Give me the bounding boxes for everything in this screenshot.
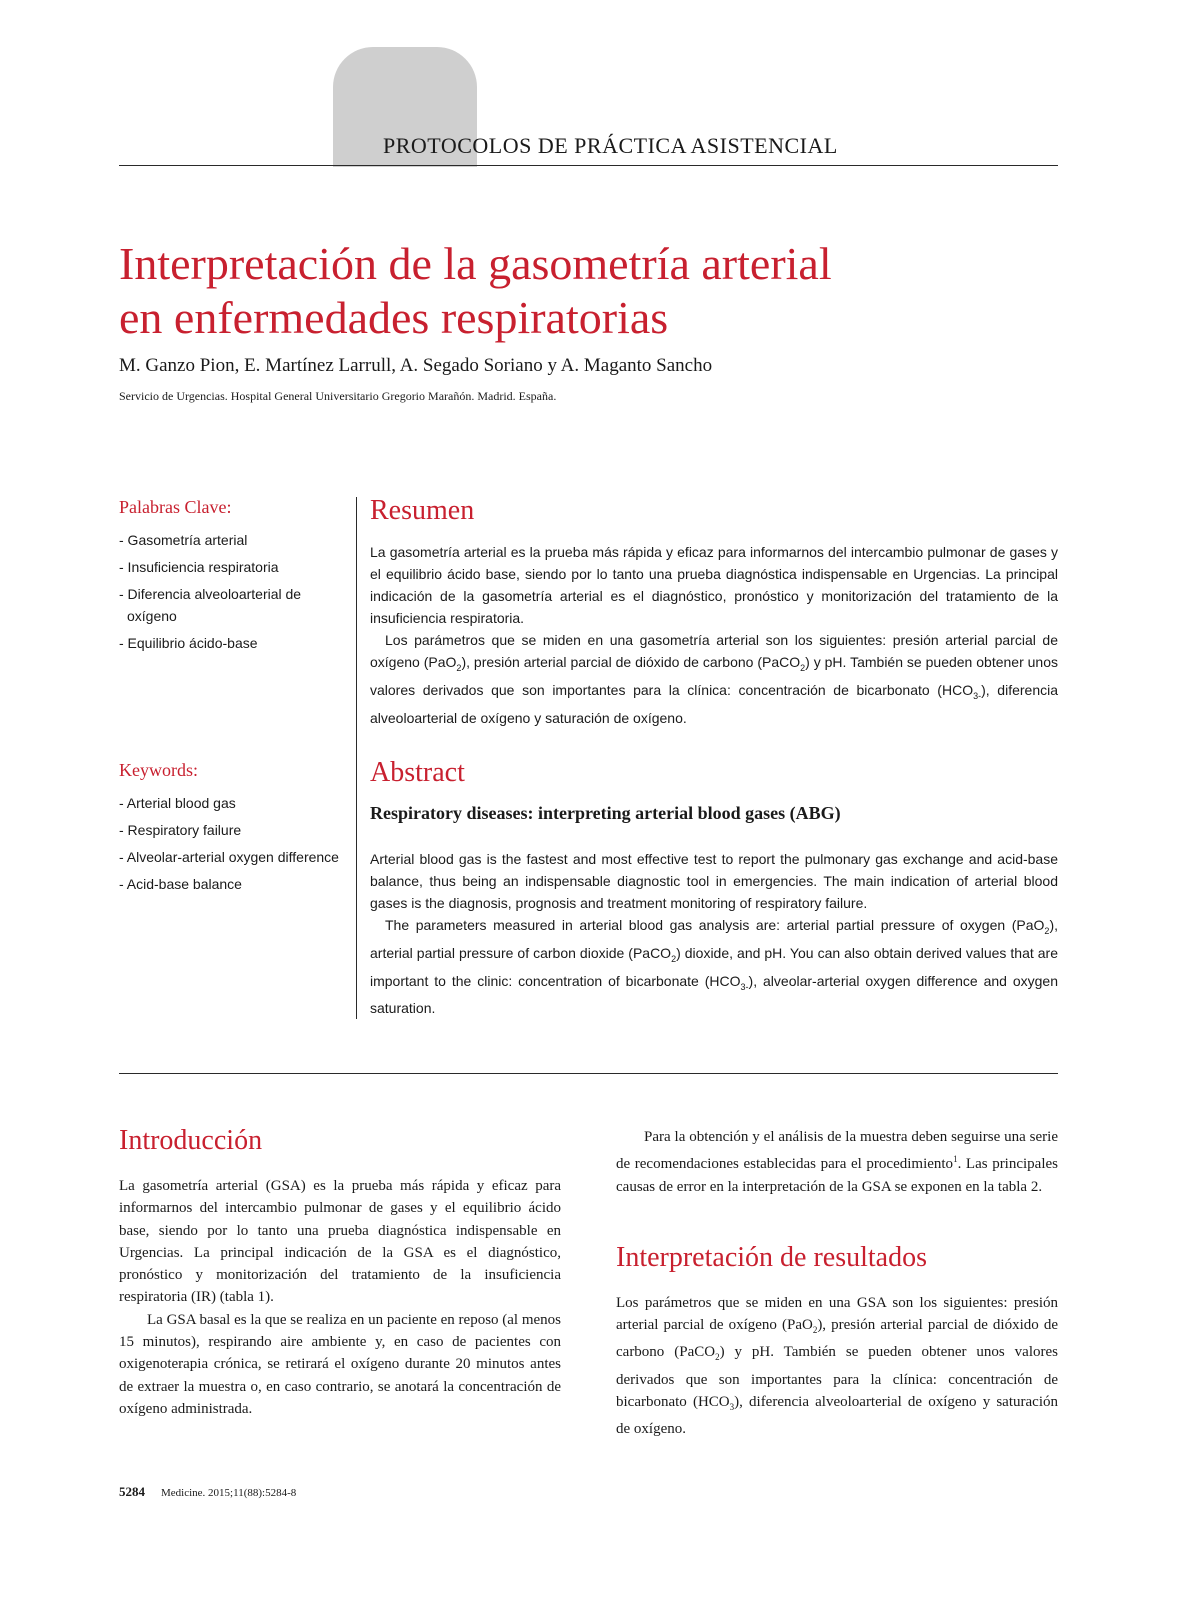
resumen-paragraph-2: Los parámetros que se miden en una gasometría arterial son los siguientes: presión arterial parcial de oxígeno (PaO$_2$), presión arterial parcial de dióxido de carbono (PaCO$_2$) y pH. También se pueden obtener unos valores derivados que son importantes para la clínica: concentración de bicarbonato $(HCO_{3-})$, diferencia alveoloarterial de oxígeno y saturación de oxígeno.	[370, 632, 1059, 726]
keyword-item: - Gasometría arterial	[119, 532, 248, 548]
palabras-clave-heading: Palabras Clave:	[119, 497, 232, 517]
introduccion-paragraph-1: La gasometría arterial (GSA) es la prueba más rápida y eficaz para informarnos del intercambio pulmonar de gases y el equilibrio ácido base, siendo por lo tanto una prueba diagnóstica indispensable en Urgencias. La principal indicación de la GSA es el diagnóstico, pronóstico y monitorización del tratamiento de la insuficiencia respiratoria (IR) (tabla 1).	[119, 1178, 561, 1306]
resumen-block	[370, 495, 1058, 729]
palabras-clave-list	[119, 529, 339, 654]
abstract-paragraph-1: Arterial blood gas is the fastest and most effective test to report the pulmonary gas exchange and acid-base balance, thus being an indispensable diagnostic tool in emergencies. The main indication of arterial blood gases is the diagnosis, prognosis and treatment monitoring of respiratory failure.	[370, 851, 1058, 911]
journal-citation: Medicine. 2015;11(88):5284-8	[161, 1487, 297, 1499]
keyword-item: - Acid-base balance	[119, 876, 242, 892]
page-footer	[119, 1483, 296, 1501]
interpretacion-heading: Interpretación de resultados	[616, 1241, 927, 1273]
abstract-heading: Abstract	[370, 757, 465, 788]
introduccion-column	[119, 1125, 561, 1420]
header-rule	[119, 165, 1058, 166]
resumen-paragraph-1: La gasometría arterial es la prueba más rápida y eficaz para informarnos del intercambio pulmonar de gases y el equilibrio ácido base, siendo por lo tanto una prueba diagnóstica indispensable en Urgencias. La principal indicación de la gasometría arterial es el diagnóstico, pronóstico y monitorización del tratamiento de la insuficiencia respiratoria.	[370, 544, 1058, 626]
keyword-item: - Arterial blood gas	[119, 795, 236, 811]
article-title	[119, 237, 1079, 345]
section-rule	[119, 1073, 1058, 1074]
resumen-heading: Resumen	[370, 495, 475, 526]
keywords-divider	[356, 497, 357, 1019]
keywords-list	[119, 792, 339, 895]
palabras-clave-block	[119, 497, 339, 659]
title-line-1: Interpretación de la gasometría arterial	[119, 238, 832, 289]
keyword-item: - Respiratory failure	[119, 822, 242, 838]
authors: M. Ganzo Pion, E. Martínez Larrull, A. Segado Soriano y A. Maganto Sancho	[119, 355, 713, 376]
title-line-2: en enfermedades respiratorias	[119, 292, 669, 343]
introduccion-paragraph-2: La GSA basal es la que se realiza en un paciente en reposo (al menos 15 minutos), respirando aire ambiente y, en caso de pacientes con oxigenoterapia crónica, se retirará el oxígeno durante 20 minutos antes de extraer la muestra o, en caso contrario, se anotará la concentración de oxígeno administrada.	[119, 1311, 562, 1417]
affiliation: Servicio de Urgencias. Hospital General Universitario Gregorio Marañón. Madrid. España.	[119, 389, 557, 403]
abstract-subtitle: Respiratory diseases: interpreting arterial blood gases (ABG)	[370, 803, 841, 823]
abstract-block	[370, 757, 1058, 1019]
keywords-heading: Keywords:	[119, 760, 198, 780]
keyword-item: - Equilibrio ácido-base	[119, 635, 258, 651]
keyword-item: - Diferencia alveoloarterial de oxígeno	[119, 586, 302, 624]
right-paragraph-2: Los parámetros que se miden en una GSA son los siguientes: presión arterial parcial de oxígeno (PaO$_2$), presión arterial parcial de dióxido de carbono (PaCO$_2$) y pH. También se pueden obtener unos valores derivados que son importantes para la clínica: concentración de bicarbonato $(HCO_3)$, diferencia alveoloarterial de oxígeno y saturación de oxígeno.	[616, 1294, 1058, 1438]
keywords-block	[119, 760, 339, 900]
right-paragraph-1: Para la obtención y el análisis de la muestra deben seguirse una serie de recomendaciones establecidas para el procedimiento$^1$. Las principales causas de error en la interpretación de la GSA se exponen en la tabla 2.	[616, 1129, 1058, 1195]
right-column	[616, 1126, 1058, 1441]
keyword-item: - Alveolar-arterial oxygen difference	[119, 849, 339, 865]
keyword-item: - Insuficiencia respiratoria	[119, 559, 279, 575]
introduccion-heading: Introducción	[119, 1125, 263, 1156]
abstract-paragraph-2: The parameters measured in arterial blood gas analysis are: arterial partial pressure of oxygen (PaO$_2$), arterial partial pressure of carbon dioxide (PaCO$_2$) dioxide, and pH. You can also obtain derived values that are important to the clinic: concentration of bicarbonate $(HCO_{3-})$, alveolar-arterial oxygen difference and oxygen saturation.	[370, 917, 1058, 1017]
section-label: PROTOCOLOS DE PRÁCTICA ASISTENCIAL	[383, 133, 838, 158]
page-number: 5284	[119, 1484, 145, 1499]
